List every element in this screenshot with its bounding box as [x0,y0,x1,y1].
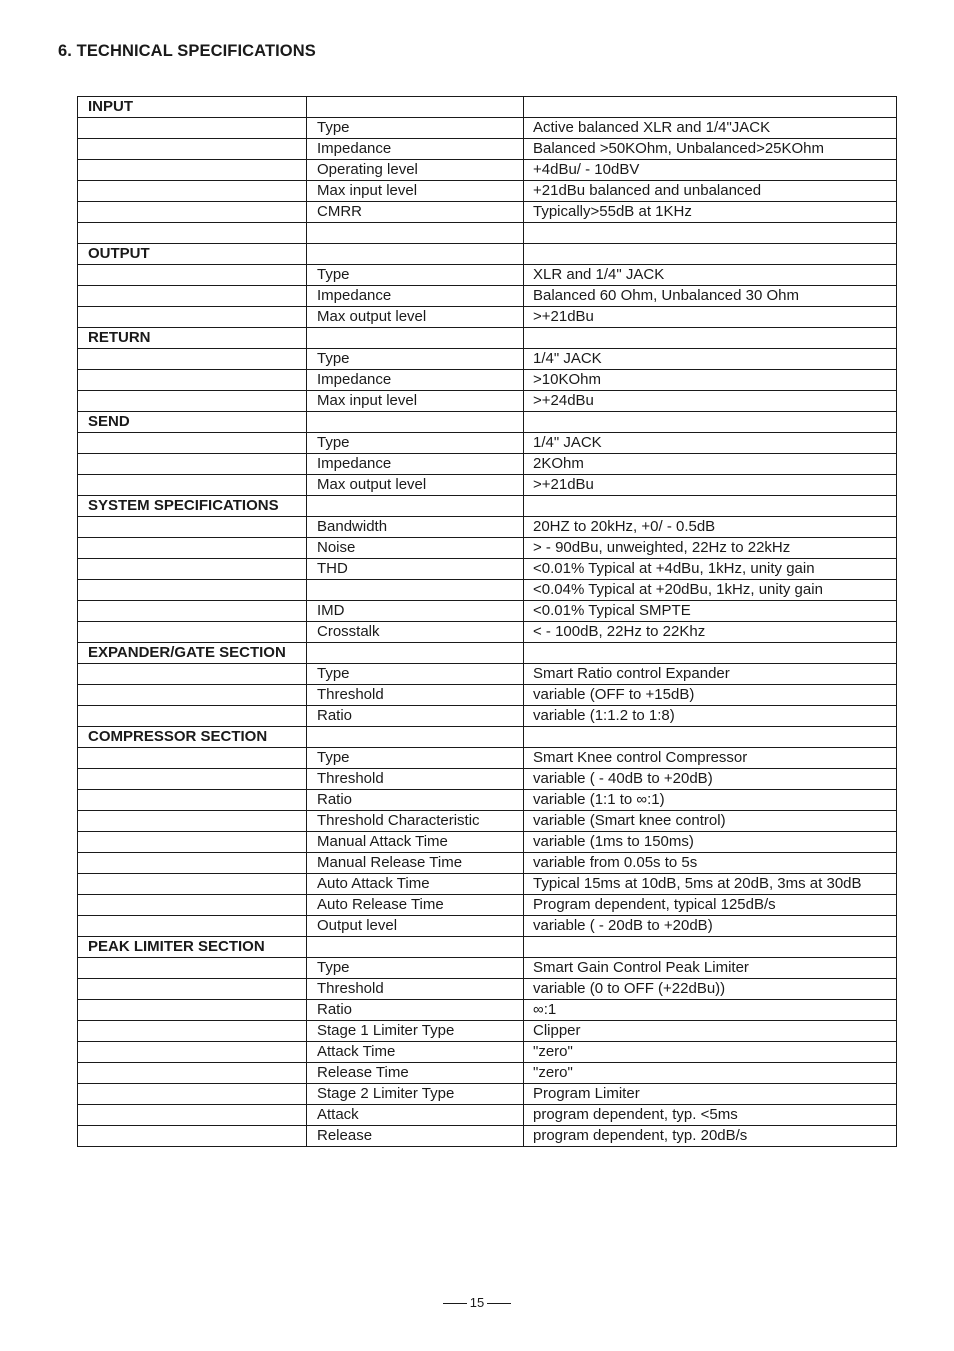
parameter-value-cell: program dependent, typ. 20dB/s [524,1126,897,1147]
parameter-value-cell: Balanced >50KOhm, Unbalanced>25KOhm [524,139,897,160]
section-name-cell [78,1084,307,1105]
spec-row [78,454,897,475]
parameter-value-cell: variable (OFF to +15dB) [524,685,897,706]
parameter-name-cell [307,580,524,601]
spec-row [78,160,897,181]
spec-row [78,1021,897,1042]
parameter-name-cell: Max output level [307,307,524,328]
spec-row [78,664,897,685]
parameter-value-cell: ∞:1 [524,1000,897,1021]
section-name-cell: PEAK LIMITER SECTION [78,937,307,958]
parameter-name-cell: Type [307,265,524,286]
spec-row [78,559,897,580]
parameter-name-cell [307,937,524,958]
parameter-name-cell: Crosstalk [307,622,524,643]
section-header-row [78,328,897,349]
parameter-value-cell: +21dBu balanced and unbalanced [524,181,897,202]
parameter-value-cell: Clipper [524,1021,897,1042]
section-name-cell [78,832,307,853]
parameter-name-cell: Attack [307,1105,524,1126]
parameter-name-cell: Release Time [307,1063,524,1084]
parameter-value-cell [524,643,897,664]
spec-row [78,1000,897,1021]
parameter-value-cell [524,223,897,244]
parameter-value-cell [524,937,897,958]
parameter-name-cell: Ratio [307,790,524,811]
section-name-cell [78,286,307,307]
parameter-name-cell: Impedance [307,139,524,160]
specifications-table [77,96,897,1147]
parameter-value-cell: variable ( - 20dB to +20dB) [524,916,897,937]
parameter-name-cell: Stage 2 Limiter Type [307,1084,524,1105]
spec-row [78,790,897,811]
parameter-name-cell: Type [307,349,524,370]
parameter-value-cell: Typical 15ms at 10dB, 5ms at 20dB, 3ms at 30dB [524,874,897,895]
parameter-value-cell: < - 100dB, 22Hz to 22Khz [524,622,897,643]
parameter-name-cell [307,643,524,664]
parameter-value-cell: "zero" [524,1063,897,1084]
section-name-cell [78,811,307,832]
parameter-name-cell: Threshold Characteristic [307,811,524,832]
spec-row [78,853,897,874]
parameter-name-cell [307,223,524,244]
parameter-name-cell: THD [307,559,524,580]
spec-row [78,748,897,769]
parameter-value-cell: variable (1:1.2 to 1:8) [524,706,897,727]
spec-row [78,1105,897,1126]
section-name-cell [78,1126,307,1147]
parameter-value-cell [524,244,897,265]
section-name-cell [78,979,307,1000]
parameter-name-cell: Impedance [307,454,524,475]
spec-row [78,622,897,643]
section-name-cell [78,118,307,139]
spec-row [78,601,897,622]
section-name-cell: SYSTEM SPECIFICATIONS [78,496,307,517]
section-header-row [78,496,897,517]
parameter-name-cell: Max input level [307,391,524,412]
section-name-cell [78,622,307,643]
section-name-cell [78,559,307,580]
section-header-row [78,412,897,433]
parameter-name-cell: Type [307,958,524,979]
spec-row [78,307,897,328]
parameter-value-cell: Typically>55dB at 1KHz [524,202,897,223]
spec-row [78,1042,897,1063]
section-name-cell [78,160,307,181]
section-name-cell [78,1000,307,1021]
parameter-name-cell: Auto Release Time [307,895,524,916]
section-name-cell [78,433,307,454]
spec-row [78,874,897,895]
parameter-name-cell: Max input level [307,181,524,202]
section-name-cell: COMPRESSOR SECTION [78,727,307,748]
parameter-name-cell: IMD [307,601,524,622]
spec-row [78,538,897,559]
parameter-name-cell: Type [307,664,524,685]
section-name-cell [78,706,307,727]
parameter-value-cell: variable from 0.05s to 5s [524,853,897,874]
spec-row [78,370,897,391]
section-name-cell [78,895,307,916]
spec-row [78,769,897,790]
section-name-cell [78,685,307,706]
section-header-row [78,727,897,748]
section-name-cell [78,517,307,538]
spec-row [78,118,897,139]
parameter-name-cell: Operating level [307,160,524,181]
section-name-cell [78,307,307,328]
spec-row [78,517,897,538]
spec-row [78,349,897,370]
section-name-cell [78,139,307,160]
parameter-name-cell: Type [307,748,524,769]
spec-row [78,1063,897,1084]
parameter-name-cell: CMRR [307,202,524,223]
spec-row [78,475,897,496]
parameter-name-cell: Manual Attack Time [307,832,524,853]
section-header-row [78,97,897,118]
parameter-value-cell: > - 90dBu, unweighted, 22Hz to 22kHz [524,538,897,559]
parameter-name-cell: Release [307,1126,524,1147]
section-name-cell [78,580,307,601]
spec-row [78,433,897,454]
section-name-cell [78,853,307,874]
parameter-value-cell [524,496,897,517]
parameter-value-cell: variable (0 to OFF (+22dBu)) [524,979,897,1000]
parameter-value-cell: "zero" [524,1042,897,1063]
parameter-name-cell: Manual Release Time [307,853,524,874]
parameter-name-cell: Type [307,118,524,139]
section-name-cell [78,349,307,370]
section-name-cell [78,790,307,811]
parameter-value-cell: 1/4" JACK [524,433,897,454]
section-name-cell: EXPANDER/GATE SECTION [78,643,307,664]
parameter-name-cell: Bandwidth [307,517,524,538]
footer-rule-left [443,1303,467,1304]
section-name-cell: RETURN [78,328,307,349]
spec-row [78,265,897,286]
parameter-name-cell: Type [307,433,524,454]
parameter-value-cell: 20HZ to 20kHz, +0/ - 0.5dB [524,517,897,538]
section-name-cell [78,181,307,202]
specifications-table-body [78,97,897,1147]
parameter-value-cell [524,328,897,349]
section-name-cell [78,202,307,223]
parameter-value-cell [524,97,897,118]
parameter-value-cell: variable ( - 40dB to +20dB) [524,769,897,790]
section-name-cell [78,664,307,685]
section-name-cell: SEND [78,412,307,433]
parameter-value-cell: Balanced 60 Ohm, Unbalanced 30 Ohm [524,286,897,307]
section-name-cell: OUTPUT [78,244,307,265]
spec-row [78,1084,897,1105]
spec-row [78,223,897,244]
parameter-value-cell: Smart Gain Control Peak Limiter [524,958,897,979]
parameter-name-cell: Max output level [307,475,524,496]
section-header-row [78,937,897,958]
section-name-cell [78,1105,307,1126]
parameter-value-cell [524,727,897,748]
parameter-value-cell: >+24dBu [524,391,897,412]
parameter-value-cell: Smart Ratio control Expander [524,664,897,685]
section-name-cell [78,958,307,979]
spec-row [78,811,897,832]
section-header-row [78,643,897,664]
parameter-value-cell: >+21dBu [524,475,897,496]
section-name-cell [78,874,307,895]
parameter-value-cell: 2KOhm [524,454,897,475]
parameter-name-cell [307,727,524,748]
parameter-name-cell [307,496,524,517]
parameter-name-cell: Threshold [307,979,524,1000]
section-name-cell [78,769,307,790]
section-name-cell [78,916,307,937]
spec-row [78,706,897,727]
page-number: 15 [469,1295,485,1310]
parameter-name-cell: Ratio [307,706,524,727]
parameter-value-cell: <0.01% Typical at +4dBu, 1kHz, unity gain [524,559,897,580]
parameter-value-cell: Program Limiter [524,1084,897,1105]
spec-row [78,685,897,706]
parameter-value-cell: Active balanced XLR and 1/4"JACK [524,118,897,139]
spec-row [78,202,897,223]
spec-row [78,916,897,937]
parameter-name-cell: Attack Time [307,1042,524,1063]
parameter-value-cell: >10KOhm [524,370,897,391]
parameter-name-cell: Output level [307,916,524,937]
section-name-cell [78,370,307,391]
parameter-name-cell [307,412,524,433]
section-name-cell [78,475,307,496]
parameter-value-cell [524,412,897,433]
parameter-value-cell: +4dBu/ - 10dBV [524,160,897,181]
parameter-name-cell: Stage 1 Limiter Type [307,1021,524,1042]
section-name-cell [78,538,307,559]
footer-rule-right [487,1303,511,1304]
section-name-cell [78,265,307,286]
page-title: 6. TECHNICAL SPECIFICATIONS [58,42,316,60]
parameter-name-cell [307,244,524,265]
section-name-cell: INPUT [78,97,307,118]
parameter-name-cell: Impedance [307,286,524,307]
parameter-value-cell: Smart Knee control Compressor [524,748,897,769]
section-name-cell [78,223,307,244]
parameter-value-cell: program dependent, typ. <5ms [524,1105,897,1126]
parameter-value-cell: >+21dBu [524,307,897,328]
parameter-name-cell: Noise [307,538,524,559]
section-name-cell [78,1042,307,1063]
parameter-name-cell: Auto Attack Time [307,874,524,895]
parameter-value-cell: <0.01% Typical SMPTE [524,601,897,622]
parameter-value-cell: 1/4" JACK [524,349,897,370]
spec-row [78,139,897,160]
spec-row [78,181,897,202]
parameter-value-cell: Program dependent, typical 125dB/s [524,895,897,916]
parameter-value-cell: XLR and 1/4" JACK [524,265,897,286]
page-footer [0,1295,954,1310]
section-name-cell [78,601,307,622]
section-name-cell [78,748,307,769]
section-name-cell [78,1021,307,1042]
spec-row [78,286,897,307]
section-name-cell [78,1063,307,1084]
section-name-cell [78,391,307,412]
parameter-name-cell: Threshold [307,685,524,706]
parameter-name-cell: Impedance [307,370,524,391]
spec-row [78,1126,897,1147]
parameter-value-cell: variable (1ms to 150ms) [524,832,897,853]
spec-row [78,958,897,979]
parameter-name-cell: Threshold [307,769,524,790]
spec-row [78,832,897,853]
spec-row [78,895,897,916]
parameter-name-cell: Ratio [307,1000,524,1021]
parameter-value-cell: variable (1:1 to ∞:1) [524,790,897,811]
spec-row [78,580,897,601]
spec-row [78,391,897,412]
parameter-name-cell [307,97,524,118]
parameter-value-cell: variable (Smart knee control) [524,811,897,832]
section-header-row [78,244,897,265]
spec-row [78,979,897,1000]
parameter-value-cell: <0.04% Typical at +20dBu, 1kHz, unity gain [524,580,897,601]
section-name-cell [78,454,307,475]
parameter-name-cell [307,328,524,349]
